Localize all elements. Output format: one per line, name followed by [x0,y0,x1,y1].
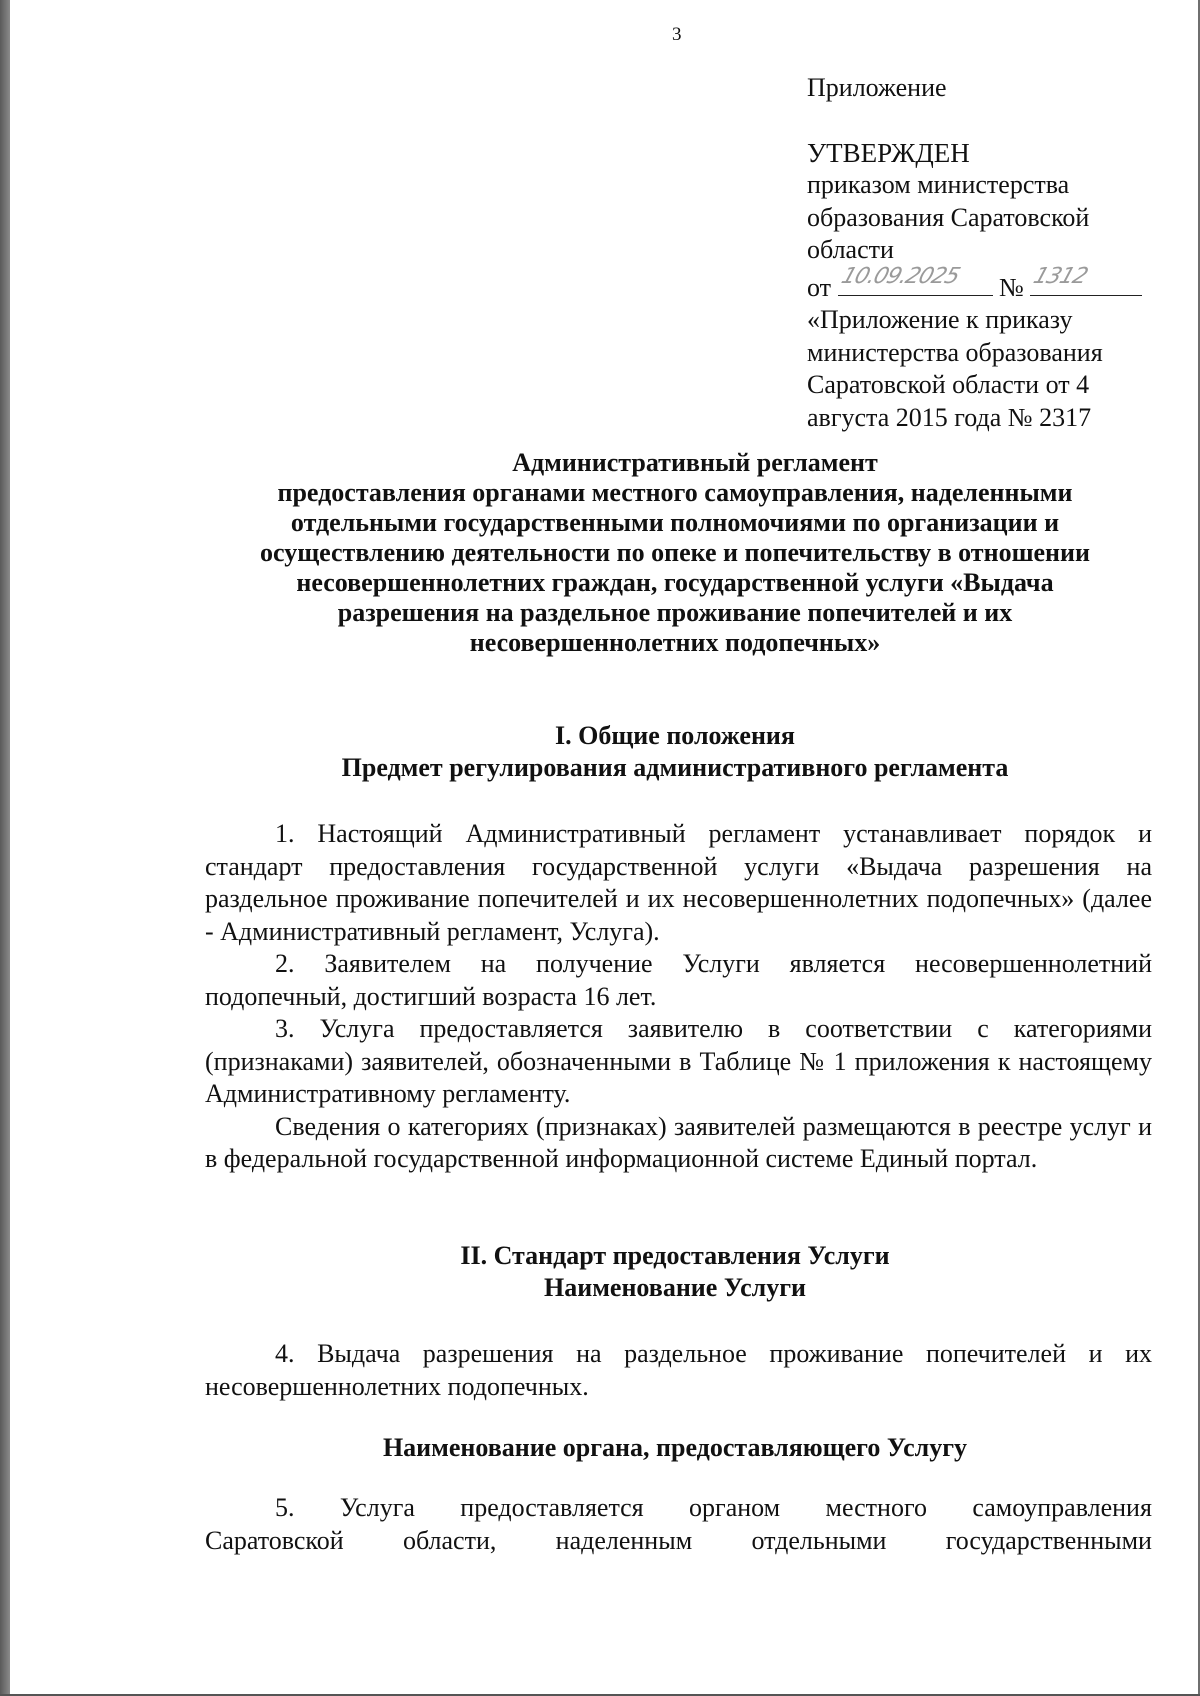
paragraph-5-word: 5. [275,1493,295,1522]
paragraph-5-word: Саратовской [205,1525,344,1555]
paragraph-5-word: самоуправления [972,1493,1152,1522]
section-title: II. Стандарт предоставления Услуги [460,1241,890,1270]
section-title: I. Общие положения [555,721,795,750]
approval-stamp-block [807,72,1151,434]
order-line-2 [807,202,1151,235]
title-line: осуществлению деятельности по опеке и попечительству в отношении [260,538,1090,567]
order-word: Саратовской [950,202,1090,232]
document-page [10,0,1198,1694]
title-line: разрешения на раздельное проживание попечителей и их [337,598,1013,627]
number-field [1030,263,1142,296]
date-number-line [807,263,1151,305]
number-prefix: № [999,272,1024,302]
order-word: министерства [917,170,1070,199]
section-2-subheading-2 [200,1432,1150,1464]
handwritten-number: 1312 [1030,263,1091,289]
page-number: 3 [672,24,682,45]
paragraph-5 [205,1492,1152,1557]
amend-word: приказу [985,305,1073,334]
section-1-body [205,818,1152,1176]
amend-word: министерства [807,337,960,367]
amend-line-1 [807,304,1151,337]
order-line-1 [807,169,1151,202]
section-2-heading [200,1240,1150,1304]
annex-label: Приложение [807,73,947,102]
amend-line-3: Саратовской области от 4 [807,370,1090,399]
date-prefix: от [807,272,832,302]
title-line: несовершеннолетних подопечных» [469,628,881,657]
scan-left-border [0,0,10,1696]
order-word: приказом [807,170,911,199]
title-line: Административный регламент [512,448,878,477]
order-line-3: области [807,235,894,264]
paragraph-2: 2. Заявителем на получение Услуги является несовершеннолетний подопечный, достигший возраста 16 лет. [205,949,1152,1011]
date-field [837,263,993,296]
paragraph-5-word: предоставляется [460,1493,644,1522]
section-1-heading [200,720,1150,784]
paragraph-5-word: государственными [945,1525,1152,1555]
amend-line-2 [807,337,1151,370]
paragraph-3-note: Сведения о категориях (признаках) заявителей размещаются в реестре услуг и в федеральной государственной информационной системе Единый портал. [205,1111,1152,1173]
title-line: отдельными государственными полномочиями по организации и [290,508,1060,537]
amend-word: образования [965,337,1103,367]
amend-line-4: августа 2015 года № 2317 [807,402,1092,432]
paragraph-5-line-2 [205,1525,1152,1558]
paragraph-5-word: органом [689,1493,781,1522]
paragraph-3: 3. Услуга предоставляется заявителю в соответствии с категориями (признаками) заявителей, обозначенными в Таблице № 1 приложения к настоящему Административному регламенту. [205,1014,1152,1108]
document-title [200,448,1150,658]
paragraph-5-word: местного [825,1493,927,1522]
order-word: образования [807,202,945,232]
paragraph-5-line-1 [205,1492,1152,1525]
paragraph-5-word: Услуга [339,1493,415,1522]
title-line: несовершеннолетних граждан, государственной услуги «Выдача [296,568,1054,597]
approved-title: УТВЕРЖДЕН [807,137,970,168]
section-2-body [205,1338,1152,1403]
amend-word: к [966,305,979,334]
section-subtitle: Наименование органа, предоставляющего Услугу [382,1433,968,1462]
title-line: предоставления органами местного самоуправления, наделенными [277,478,1073,507]
handwritten-date: 10.09.2025 [837,263,962,289]
section-subtitle: Наименование Услуги [543,1273,807,1302]
paragraph-5-word: наделенным [555,1525,693,1555]
section-subtitle: Предмет регулирования административного регламента [341,753,1009,782]
paragraph-5-word: отдельными [751,1525,887,1555]
amend-word: «Приложение [807,305,960,334]
paragraph-4: 4. Выдача разрешения на раздельное проживание попечителей и их несовершеннолетних подопечных. [205,1339,1152,1401]
paragraph-5-word: области, [402,1525,497,1555]
paragraph-1: 1. Настоящий Административный регламент устанавливает порядок и стандарт предоставления государственной услуги «Выдача разрешения на раздельное проживание попечителей и их несовершеннолетних подопечных» (далее - Административный регламент, Услуга). [205,819,1152,946]
